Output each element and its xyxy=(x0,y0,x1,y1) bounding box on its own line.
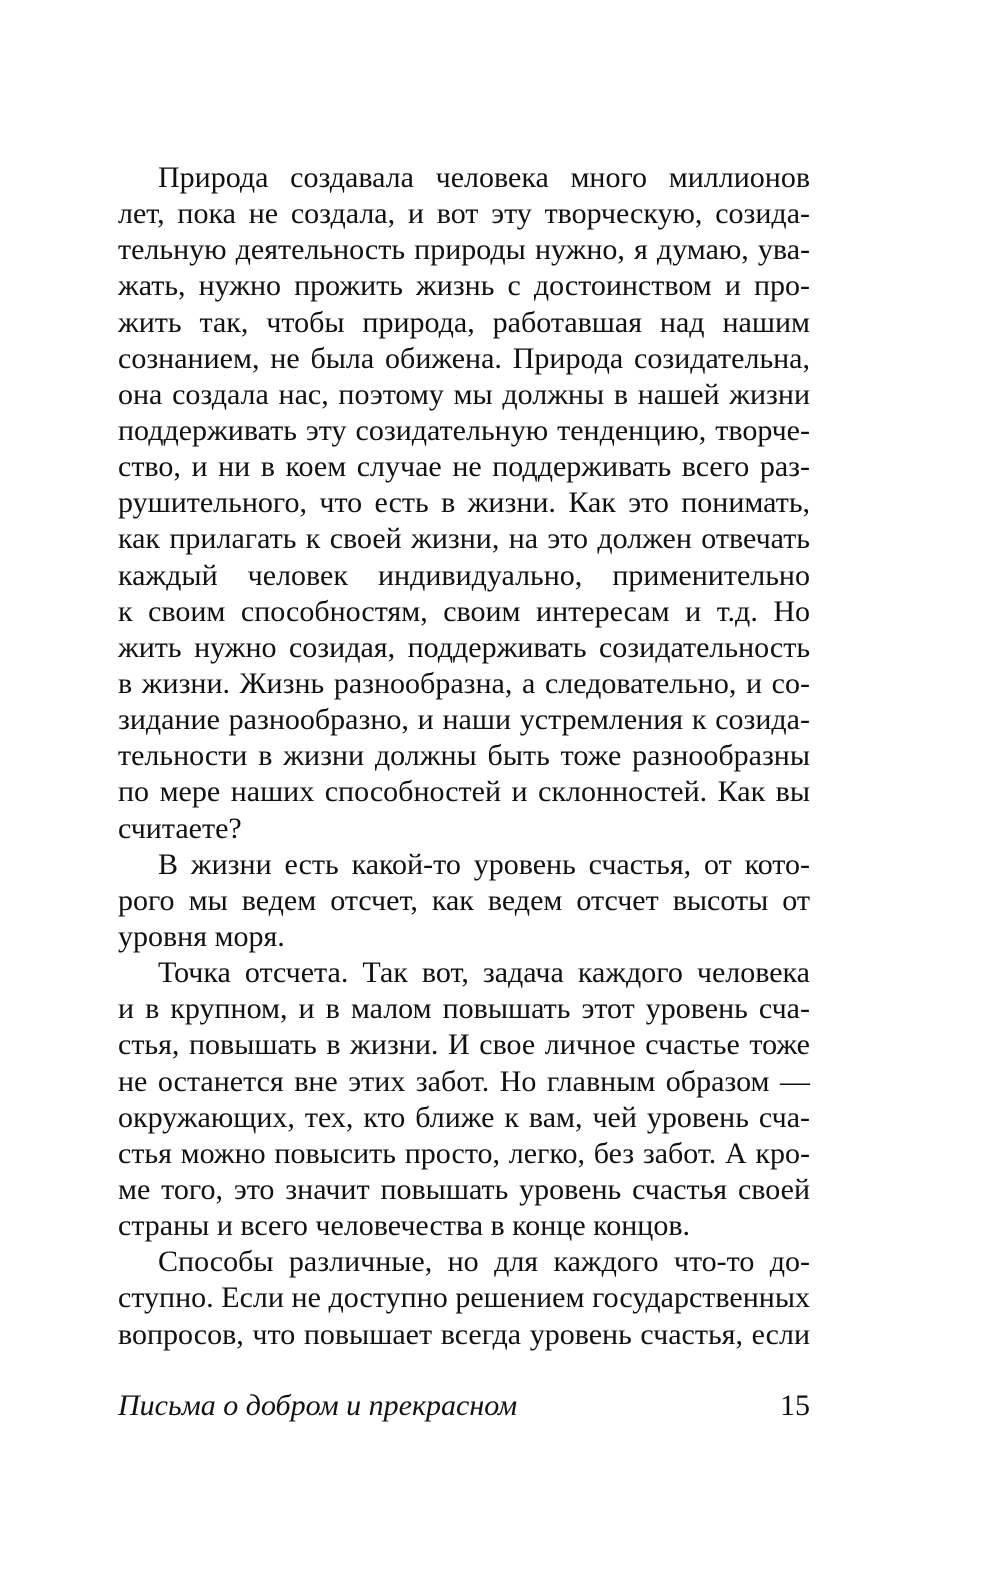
text-line: поддерживать эту созидательную тенденцию, творче- xyxy=(118,413,810,447)
text-line: она создала нас, поэтому мы должны в нашей жизни xyxy=(118,377,810,411)
text-line: жать, нужно прожить жизнь с достоинством и про- xyxy=(118,269,810,303)
text-line: окружающих, тех, кто ближе к вам, чей уровень сча- xyxy=(118,1100,810,1134)
text-line: жить так, чтобы природа, работавшая над нашим xyxy=(118,305,810,339)
text-line: ство, и ни в коем случае не поддерживать всего раз- xyxy=(118,450,810,484)
text-line: каждый человек индивидуально, применительно xyxy=(118,558,810,592)
text-line: стья, повышать в жизни. И свое личное счастье тоже xyxy=(118,1028,810,1062)
text-line: тельную деятельность природы нужно, я думаю, ува- xyxy=(118,233,810,267)
text-line: лет, пока не создала, и вот эту творческую, созида- xyxy=(118,197,810,231)
text-line: тельности в жизни должны быть тоже разнообразны xyxy=(118,739,810,773)
text-line: рушительного, что есть в жизни. Как это понимать, xyxy=(118,486,810,520)
text-line: В жизни есть какой-то уровень счастья, от кото- xyxy=(158,847,810,881)
text-line: жить нужно созидая, поддерживать созидательность xyxy=(118,630,810,664)
page-number: 15 xyxy=(780,1389,810,1422)
text-line: Способы различные, но для каждого что-то до- xyxy=(158,1245,810,1279)
text-line: не останется вне этих забот. Но главным образом — xyxy=(118,1064,810,1098)
text-line: считаете? xyxy=(118,811,242,845)
text-line: ступно. Если не доступно решением государственных xyxy=(118,1281,810,1315)
text-line: страны и всего человечества в конце концов. xyxy=(118,1209,690,1243)
text-line: зидание разнообразно, и наши устремления к созида- xyxy=(118,703,810,737)
text-line: Природа создавала человека много миллионов xyxy=(158,161,810,194)
page-footer xyxy=(118,1388,810,1424)
text-line: сознанием, не была обижена. Природа созидательна, xyxy=(118,341,810,375)
text-line: и в крупном, и в малом повышать этот уровень сча- xyxy=(118,992,810,1026)
text-line: по мере наших способностей и склонностей. Как вы xyxy=(118,775,810,809)
text-line: стья можно повысить просто, легко, без забот. А кро- xyxy=(118,1136,810,1170)
running-title: Письма о добром и прекрасном xyxy=(118,1389,518,1422)
text-line: ме того, это значит повышать уровень счастья своей xyxy=(118,1172,810,1206)
text-line: уровня моря. xyxy=(118,919,285,953)
body-text xyxy=(118,160,810,1353)
text-line: Точка отсчета. Так вот, задача каждого человека xyxy=(158,956,810,990)
text-line: вопросов, что повышает всегда уровень счастья, если xyxy=(118,1317,810,1351)
text-line: рого мы ведем отсчет, как ведем отсчет высоты от xyxy=(118,883,810,917)
text-line: к своим способностям, своим интересам и т.д. Но xyxy=(118,594,810,628)
text-line: в жизни. Жизнь разнообразна, а следовательно, и со- xyxy=(118,666,810,700)
text-line: как прилагать к своей жизни, на это должен отвечать xyxy=(118,522,810,556)
